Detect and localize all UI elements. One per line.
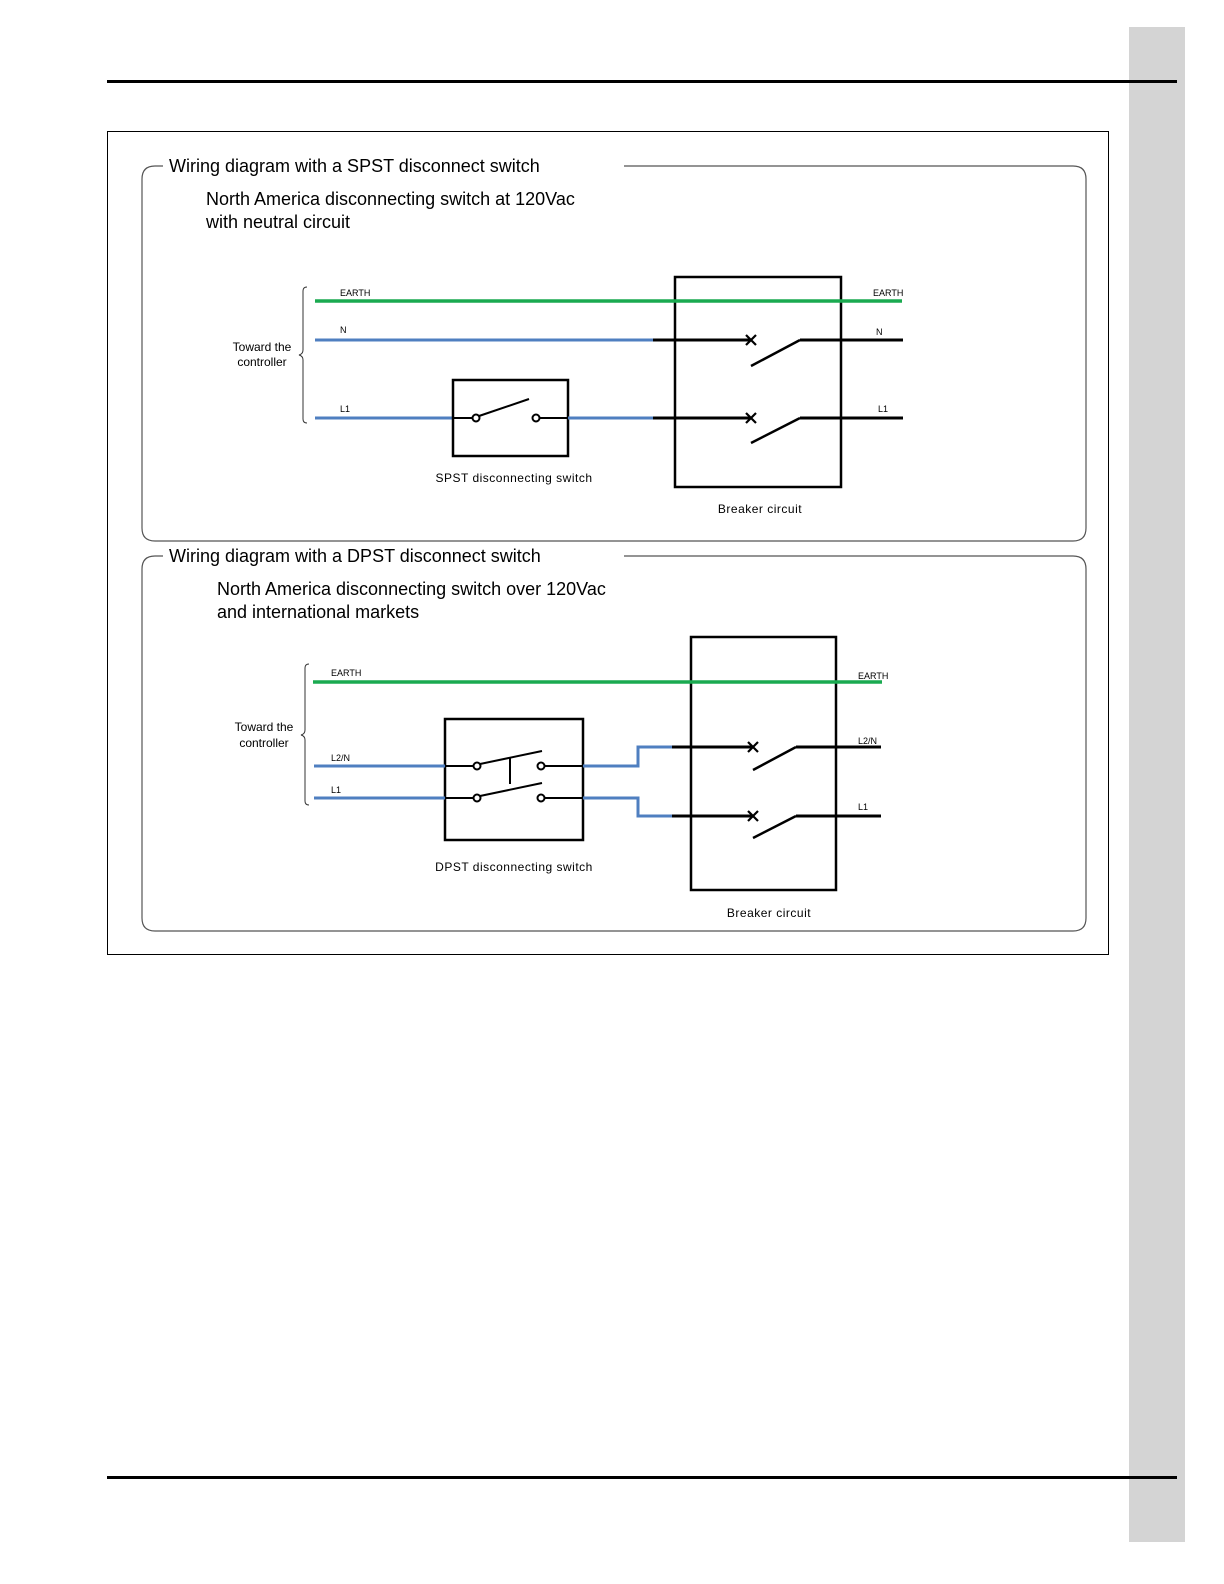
controller-label: controller: [237, 355, 287, 369]
dpst-terminal: [538, 763, 545, 770]
panel-subtitle: and international markets: [217, 602, 420, 622]
breaker-contact: [753, 747, 796, 770]
breaker-contact: [753, 816, 796, 838]
wire-label-n-out: N: [876, 327, 883, 337]
panel-subtitle: with neutral circuit: [206, 212, 351, 232]
spst-blade: [479, 399, 529, 416]
dpst-terminal: [538, 795, 545, 802]
spst-terminal: [473, 415, 480, 422]
breaker-contact: [751, 340, 800, 366]
wire-label-earth: EARTH: [340, 288, 371, 298]
wire-label-l2n-out: L2/N: [858, 736, 878, 746]
spst-wiring-panel: [142, 156, 1086, 541]
dpst-wiring-panel: [142, 546, 1086, 931]
controller-brace: [301, 664, 309, 805]
controller-label: Toward the: [232, 340, 292, 354]
breaker-contact: [751, 418, 800, 443]
wire-label-l2n: L2/N: [331, 753, 351, 763]
wire-label-l1: L1: [331, 785, 342, 795]
wire-label-n: N: [340, 325, 347, 335]
dpst-blade: [480, 783, 542, 796]
controller-brace: [299, 287, 307, 423]
dpst-terminal: [474, 763, 481, 770]
panel-subtitle: North America disconnecting switch over 120Vac: [217, 579, 606, 599]
l1-wire-to-breaker: [583, 798, 672, 816]
controller-label: Toward the: [234, 720, 294, 734]
panel-title: Wiring diagram with a SPST disconnect switch: [169, 156, 540, 176]
panel-subtitle: North America disconnecting switch at 120Vac: [206, 189, 575, 209]
controller-label: controller: [239, 736, 289, 750]
l2n-wire-to-breaker: [583, 747, 672, 766]
switch-caption: DPST disconnecting switch: [435, 860, 593, 874]
wire-label-earth-out: EARTH: [873, 288, 904, 298]
spst-terminal: [533, 415, 540, 422]
breaker-box: [675, 277, 841, 487]
breaker-caption: Breaker circuit: [726, 906, 812, 920]
dpst-switch-box: [445, 719, 583, 840]
breaker-caption: Breaker circuit: [717, 502, 803, 516]
switch-caption: SPST disconnecting switch: [435, 471, 593, 485]
wire-label-l1-out: L1: [878, 404, 889, 414]
wire-label-l1-out: L1: [858, 802, 869, 812]
wire-label-earth: EARTH: [331, 668, 362, 678]
dpst-terminal: [474, 795, 481, 802]
wire-label-l1: L1: [340, 404, 351, 414]
panel-title: Wiring diagram with a DPST disconnect switch: [169, 546, 541, 566]
wire-label-earth-out: EARTH: [858, 671, 889, 681]
